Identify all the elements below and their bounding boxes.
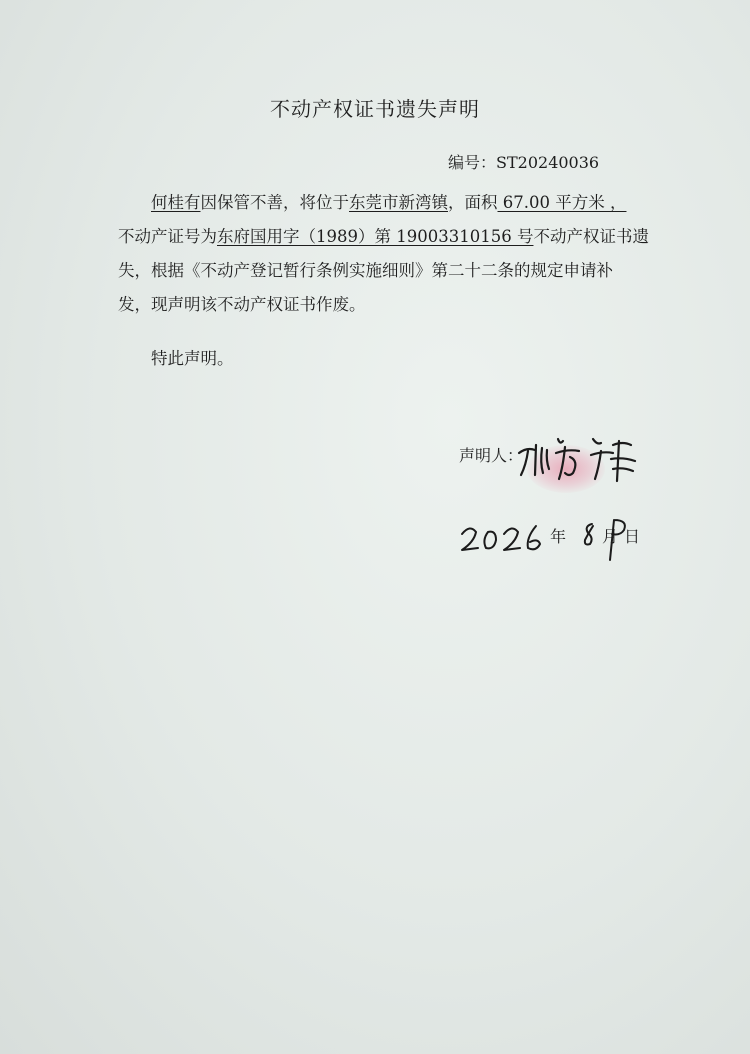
month-label: 月 — [602, 527, 619, 546]
certificate-number: 东府国用字（1989）第 19003310156 号 — [217, 227, 534, 246]
property-area: 67.00 平方米 ， — [497, 193, 627, 212]
paragraph-line-3: 失，根据《不动产登记暂行条例实施细则》第二十二条的规定申请补 — [118, 261, 613, 280]
property-location: 东莞市新湾镇 — [349, 193, 448, 212]
paragraph-text: 不动产权证书遗 — [533, 227, 649, 246]
document-title: 不动产权证书遗失声明 — [270, 97, 480, 121]
paragraph-line-2 — [118, 220, 648, 254]
document-number — [448, 150, 599, 173]
year-label: 年 — [550, 527, 567, 546]
document-number-label: 编号： — [448, 153, 497, 172]
handwritten-month — [580, 520, 600, 550]
day-label: 日 — [624, 527, 641, 546]
paragraph-text: 不动产证号为 — [118, 227, 217, 246]
paragraph-text: 因保管不善，将位于 — [200, 193, 349, 212]
paragraph-text: ，面积 — [448, 193, 498, 212]
closing-text: 特此声明。 — [151, 349, 234, 368]
document-number-value: ST20240036 — [496, 153, 600, 172]
statement-paragraph — [118, 186, 648, 322]
declaration-date — [456, 512, 656, 572]
owner-name: 何桂有 — [151, 193, 201, 212]
handwritten-signature — [513, 423, 643, 493]
declarant-label: 声明人： — [459, 446, 524, 465]
paragraph-line-1 — [118, 186, 648, 220]
paragraph-line-4: 发，现声明该不动产权证书作废。 — [118, 295, 366, 314]
handwritten-year — [458, 520, 548, 560]
